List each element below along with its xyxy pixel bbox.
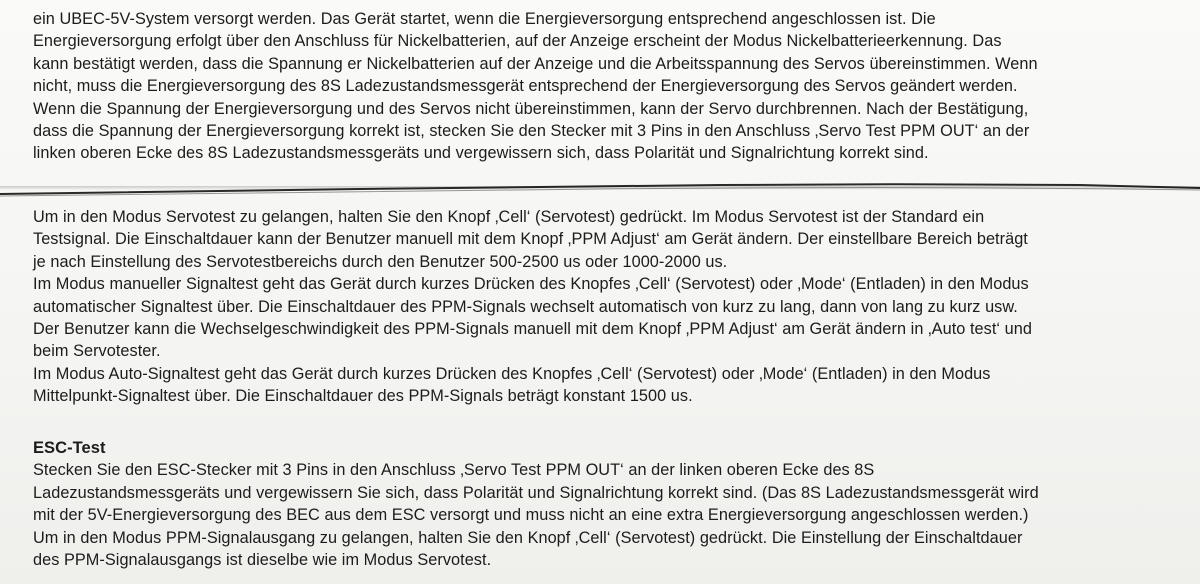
text-line: linken oberen Ecke des 8S Ladezustandsmessgeräts und vergewissern sich, dass Polarität und Signalrichtung korrekt sind. <box>33 144 929 163</box>
text-line: Im Modus Auto-Signaltest geht das Gerät durch kurzes Drücken des Knopfes ‚Cell‘ (Servotest) oder ‚Mode‘ (Entladen) in den Modus <box>33 364 991 383</box>
text-line: beim Servotester. <box>33 342 161 361</box>
text-line: Testsignal. Die Einschaltdauer kann der Benutzer manuell mit dem Knopf ‚PPM Adjust‘ am Gerät ändern. Der einstellbare Bereich beträgt <box>33 230 1028 249</box>
text-line: Im Modus manueller Signaltest geht das Gerät durch kurzes Drücken des Knopfes ‚Cell‘ (Servotest) oder ‚Mode‘ (Entladen) in den Modus <box>33 275 1029 294</box>
text-line: Ladezustandsmessgeräts und vergewissern Sie sich, dass Polarität und Signalrichtung korrekt sind. (Das 8S Ladezustandsmessgerät wird <box>33 483 1039 502</box>
text-line: Der Benutzer kann die Wechselgeschwindigkeit des PPM-Signals manuell mit dem Knopf ‚PPM Adjust‘ am Gerät ändern in ‚Auto test‘ und <box>33 320 1032 339</box>
text-line: Energieversorgung erfolgt über den Anschluss für Nickelbatterien, auf der Anzeige erscheint der Modus Nickelbatterieerkennung. Das <box>33 32 1002 51</box>
text-line: nicht, muss die Energieversorgung des 8S Ladezustandsmessgerät entsprechend der Energieversorgung des Servos geändert werden. <box>33 77 1018 96</box>
text-line: je nach Einstellung des Servotestbereichs durch den Benutzer 500-2500 us oder 1000-2000 us. <box>33 252 728 271</box>
text-line: dass die Spannung der Energieversorgung korrekt ist, stecken Sie den Stecker mit 3 Pins in den Anschluss ‚Servo Test PPM OUT‘ an der <box>33 122 1030 141</box>
text-line: kann bestätigt werden, dass die Spannung er Nickelbatterien auf der Anzeige und die Arbeitsspannung des Servos übereinstimmen. Wenn <box>33 54 1038 73</box>
section-esc-test <box>33 437 1183 571</box>
paragraph-power-supply <box>33 8 1183 165</box>
section-heading: ESC-Test <box>33 439 106 457</box>
text-line: Wenn die Spannung der Energieversorgung und des Servos nicht übereinstimmen, kann der Servo durchbrennen. Nach der Bestätigung, <box>33 99 1029 118</box>
text-line: ein UBEC-5V-System versorgt werden. Das Gerät startet, wenn die Energieversorgung entsprechend angeschlossen ist. Die <box>33 10 936 28</box>
text-line: des PPM-Signalausgangs ist dieselbe wie im Modus Servotest. <box>33 551 492 570</box>
text-line: automatischer Signaltest über. Die Einschaltdauer des PPM-Signals wechselt automatisch von kurz zu lang, dann von lang zu kurz usw. <box>33 297 1018 316</box>
text-line: Mittelpunkt-Signaltest über. Die Einschaltdauer des PPM-Signals beträgt konstant 1500 us. <box>33 387 693 406</box>
text-line: Um in den Modus PPM-Signalausgang zu gelangen, halten Sie den Knopf ‚Cell‘ (Servotest) gedrückt. Die Einstellung der Einschaltdauer <box>33 528 1023 547</box>
text-line: Um in den Modus Servotest zu gelangen, halten Sie den Knopf ‚Cell‘ (Servotest) gedrückt. Im Modus Servotest ist der Standard ein <box>33 208 985 226</box>
paper-shadow <box>0 186 1200 190</box>
text-line: Stecken Sie den ESC-Stecker mit 3 Pins in den Anschluss ‚Servo Test PPM OUT‘ an der linken oberen Ecke des 8S <box>33 461 875 480</box>
text-line: mit der 5V-Energieversorgung des BEC aus dem ESC versorgt und muss nicht an eine extra Energieversorgung angeschlossen werden.) <box>33 506 1029 525</box>
paragraph-servo-test <box>33 206 1183 408</box>
